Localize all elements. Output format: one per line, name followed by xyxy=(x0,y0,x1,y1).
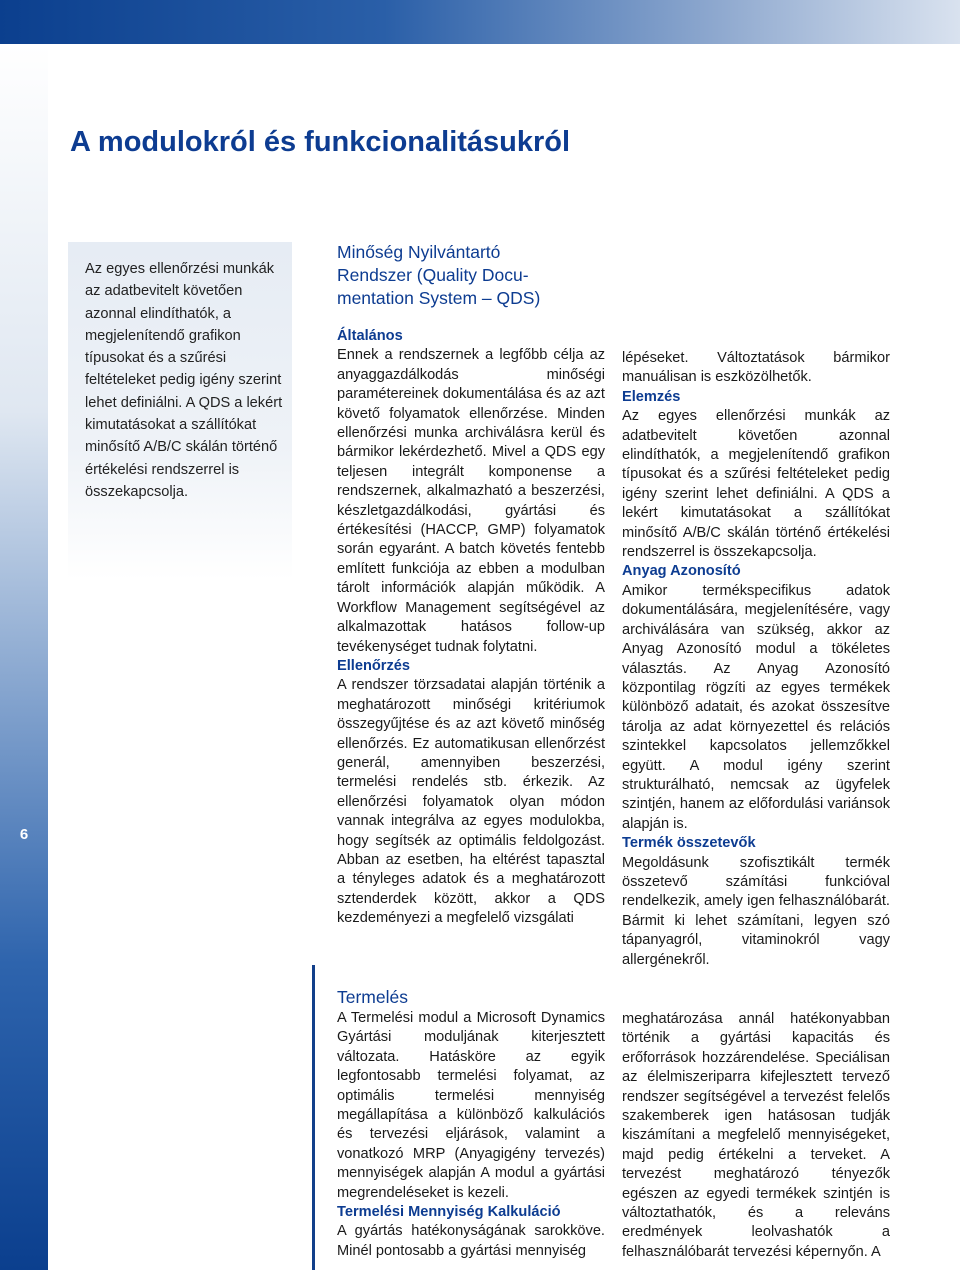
elemzes-heading: Elemzés xyxy=(622,388,681,405)
termeles-col3-text: meghatározása annál hatékonyabban történik a gyártási kapacitás és erőforrások hozzárendelése. Speciálisan az élelmiszeriparra kifejlesztett tervező rendszer segítségével a tervezést felelős szakemberek igen hatásosan tudják kiszámítani a megfelelő mennyiségeket, majd pedig értékelni a terveket. A tervezést meghatározó tényezők egészen az egyedi termékek szintjén is változtathatók, és a releváns eredmények leolvashatók a felhasználóbarát tervezési képernyőn. A xyxy=(622,1011,890,1260)
ellenorzes-text: A rendszer törzsadatai alapján történik a meghatározott minőségi kritériumok összegyűjtése és az azt követő minőség ellenőrzés. Ez automatikusan ellenőrzést generál, amennyiben beszerzési, termelési rendelés stb. érkezik. Az ellenőrzési folyamatok olyan módon vannak integrálva az egyes modulokba, hogy segítsék az optimális feldolgozást. Abban az esetben, ha eltérést tapasztal a tényleges adatok és a meghatározott sztenderdek között, akkor a QDS kezdeményezi a megfelelő vizsgálati xyxy=(337,677,605,927)
termeles-column-2 xyxy=(622,1010,890,1262)
qds-column-1 xyxy=(337,241,605,929)
callout-box xyxy=(68,242,292,580)
header-color-band xyxy=(0,0,960,44)
anyag-azonosito-heading: Anyag Azonosító xyxy=(622,563,741,580)
termeles-column-1 xyxy=(337,986,605,1261)
page-number: 6 xyxy=(19,826,29,843)
sidebar-color-band xyxy=(0,44,48,1270)
termek-osszetevok-heading: Termék összetevők xyxy=(622,835,756,852)
page-title: A modulokról és funkcionalitásukról xyxy=(70,126,571,158)
termeles-text: A Termelési modul a Microsoft Dynamics Gyártási moduljának kiterjesztett változata. Hatásköre az egyik legfontosabb termelési folyamat, az optimális termelési mennyiség megállapítása a különböző kalkulációs és tervezési eljárások, valamint a vonatkozó MRP (Anyagigény tervezés) mennyiségek alapján A modul a gyártási megrendeléseket is kezeli. xyxy=(337,1010,605,1201)
qds-col3-text: lépéseket. Változtatások bármikor manuálisan is eszközölhetők. xyxy=(622,350,890,386)
termek-osszetevok-text: Megoldásunk szofisztikált termék összetevő számítási funkcióval rendelkezik, amely igen felhasználóbarát. Bármit ki lehet számítani, legyen szó tápanyagról, vitaminokról vagy allergénekről. xyxy=(622,854,890,968)
elemzes-text: Az egyes ellenőrzési munkák az adatbevitelt követően azonnal elindíthatók, a megjelenítendő grafikon típusokat és a szűrési feltételeket pedig igény szerint lehet definiálni. A QDS a lekért kimutatásokat a szállítókat minősítő A/B/C skálán történő értékelési rendszerrel is összekapcsolja. xyxy=(622,408,890,561)
ellenorzes-heading: Ellenőrzés xyxy=(337,657,410,674)
qds-title-line-3: mentation System – QDS) xyxy=(337,288,541,308)
termeles-title: Termelés xyxy=(337,987,408,1007)
qds-title-line-1: Minőség Nyilvántartó xyxy=(337,242,501,262)
termelesi-mennyiseg-text: A gyártás hatékonyságának sarokköve. Minél pontosabb a gyártási mennyiség xyxy=(337,1223,605,1259)
anyag-azonosito-text: Amikor termékspecifikus adatok dokumentálására, megjelenítésére, vagy archiválására van szükség, akkor az Anyag Azonosító modul a tökéletes választás. Az Anyag Azonosító központilag rögzíti az egyes termékek különböző adatait, és azokat összesítve tárolja az adat környezettel és relációs szintekkel kapcsolatos jellemzőkkel együtt. A modul igény szerint strukturálható, nemcsak az ügyfelek szintjén, hanem az előfordulási variánsok alapján is. xyxy=(622,582,890,832)
qds-title xyxy=(337,241,605,310)
altalanos-text: Ennek a rendszernek a legfőbb célja az anyaggazdálkodás minőségi paramétereinek dokumentálása és az azt követő folyamatok ellenőrzése. Minden ellenőrzési munka archiválásra kerül és bármikor lekérdezhető. Mivel a QDS egy teljesen integrált komponense a rendszernek, alkalmazható a beszerzési, készletgazdálkodási, gyártási és értékesítési (HACCP, GMP) folyamatok során egyaránt. A batch követés fentebb említett funkciója az ebben a modulban tárolt információk alapján működik. A Workflow Management segítségével az alkalmazottak hatásos follow-up tevékenységet tudnak folytatni. xyxy=(337,347,605,655)
qds-title-line-2: Rendszer (Quality Docu- xyxy=(337,265,529,285)
callout-text: Az egyes ellenőrzési munkák az adatbevitelt követően azonnal elindíthatók, a megjelenítendő grafikon típusokat és a szűrési feltételeket pedig igény szerint lehet definiálni. A QDS a lekért kimutatásokat a szállítókat minősítő A/B/C skálán történő értékelési rendszerrel is összekapcsolja. xyxy=(85,261,283,500)
section-divider xyxy=(312,965,315,1270)
altalanos-heading: Általános xyxy=(337,328,403,344)
qds-column-2 xyxy=(622,349,890,970)
termelesi-mennyiseg-heading: Termelési Mennyiség Kalkuláció xyxy=(337,1204,561,1221)
